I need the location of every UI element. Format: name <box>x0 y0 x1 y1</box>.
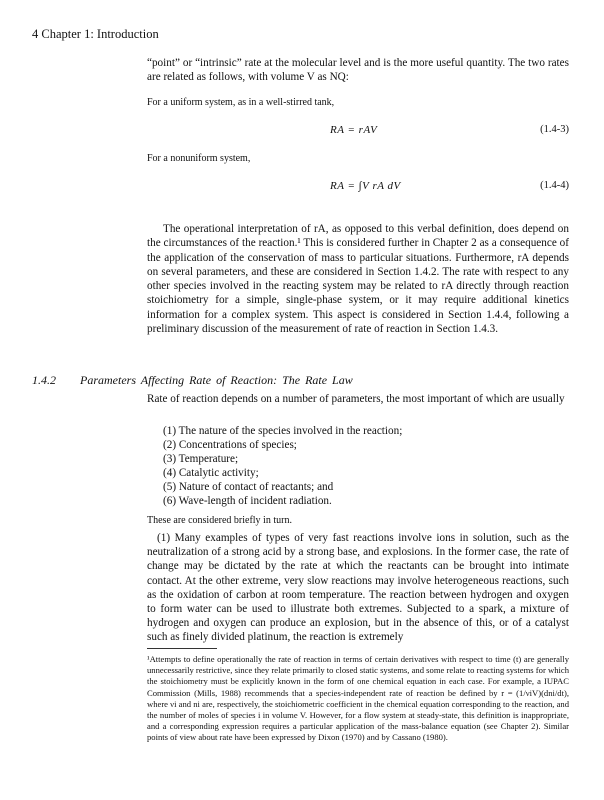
list-item: (6) Wave-length of incident radiation. <box>163 495 332 508</box>
parameter-list <box>163 424 569 509</box>
section-title: Parameters Affecting Rate of Reaction: The Rate Law <box>80 373 353 387</box>
intro-text: “point” or “intrinsic” rate at the molecular level and is the more useful quantity. The two rates are related as follows, with volume V as NQ: <box>147 57 569 84</box>
equation-number: (1.4-4) <box>540 180 569 191</box>
equation-number: (1.4-3) <box>540 124 569 135</box>
footnote-text: ¹Attempts to define operationally the rate of reaction in terms of certain derivatives with respect to time (t) are generally unnecessarily restrictive, since they relate primarily to closed static systems, and some relate to reacting systems for which the stoichiometry must be explicitly known in the form of one chemical equation in each case. For example, a IUPAC Commission (Mills, 1988) recommends that a species-independent rate of reaction be defined by r = (1/νiV)(dni/dt), where νi and ni are, respectively, the stoichiometric coefficient in the chemical equation corresponding to the reaction, and the number of moles of species i in volume V. However, for a flow system at steady-state, this definition is inappropriate, and a corresponding expression requires a particular application of the mass-balance equation (see Chapter 2). Similar points of view about rate have been expressed by Dixon (1970) and by Cassano (1980). <box>147 654 569 743</box>
list-item: (1) The nature of the species involved in the reaction; <box>163 425 403 437</box>
list-item: (2) Concentrations of species; <box>163 439 297 452</box>
equation-expression: RA = rAV <box>330 124 378 136</box>
list-item: (4) Catalytic activity; <box>163 467 259 480</box>
equation-1-4-3 <box>147 124 569 142</box>
list-item: (3) Temperature; <box>163 453 239 466</box>
section-heading <box>32 373 353 388</box>
equation-expression: RA = ∫V rA dV <box>330 180 401 192</box>
footnote-rule <box>147 648 217 649</box>
equation-1-4-4 <box>147 180 569 198</box>
running-head: 4 Chapter 1: Introduction <box>32 27 159 41</box>
list-item: (5) Nature of contact of reactants; and <box>163 481 334 494</box>
intro-paragraph <box>147 56 569 85</box>
fast-reactions-paragraph: (1) Many examples of types of very fast reactions involve ions in solution, such as the neutralization of a strong acid by a strong base, and explosions. In the former case, the rate of change may be dictated by the rate at which the reactants can be brought into intimate contact. At the other extreme, very slow reactions may involve heterogeneous reactions, such as the oxidation of carbon at room temperature. The reaction between hydrogen and oxygen to form water can be used to illustrate both extremes. Subjected to a spark, a mixture of hydrogen and oxygen can produce an explosion, but in the absence of this, or of a catalyst such as finely divided platinum, the reaction is extremely <box>147 532 569 644</box>
interpretation-paragraph: The operational interpretation of rA, as opposed to this verbal definition, does depend on the circumstances of the reaction.¹ This is considered further in Chapter 2 as a consequence of the application of the conservation of mass to particular situations. Furthermore, rA depends on several parameters, and these are considered in Section 1.4.2. The rate with respect to any other species involved in the reacting system may be related to rA directly through reaction stoichiometry for a simple, single-phase system, or it may require additional kinetics information for a complex system. This aspect is considered in Section 1.4.4, following a preliminary discussion of the measurement of rate of reaction in Section 1.4.3. <box>147 223 569 336</box>
considered-line: These are considered briefly in turn. <box>147 515 292 526</box>
nonuniform-system-line: For a nonuniform system, <box>147 153 251 164</box>
footnote <box>147 654 569 744</box>
uniform-system-line: For a uniform system, as in a well-stirred tank, <box>147 97 335 108</box>
parameters-intro-paragraph: Rate of reaction depends on a number of parameters, the most important of which are usually <box>147 393 565 405</box>
section-number: 1.4.2 <box>32 373 56 387</box>
